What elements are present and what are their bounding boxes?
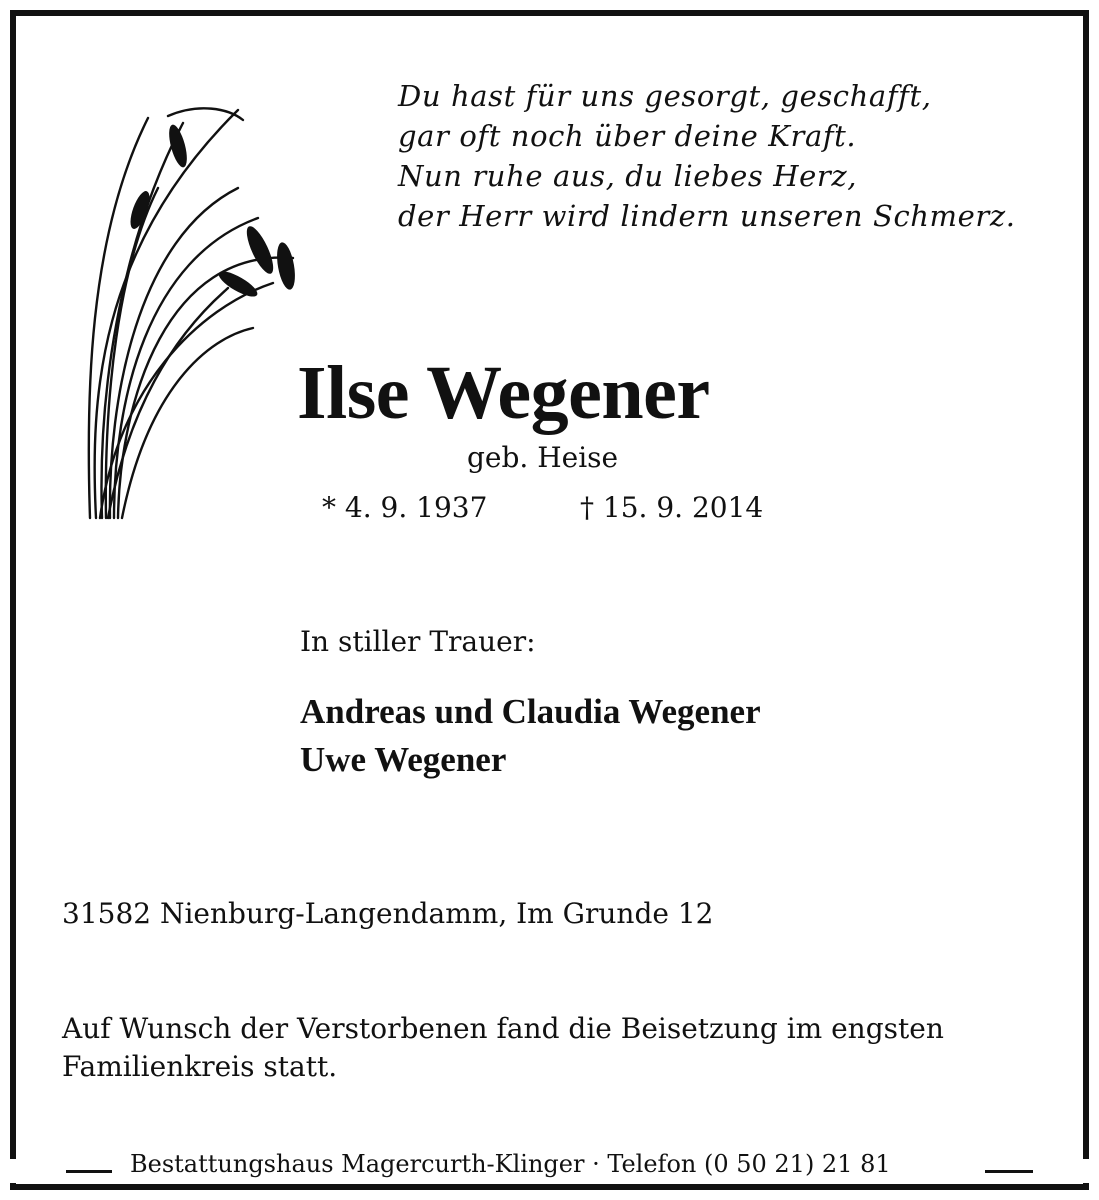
poem-line: der Herr wird lindern unseren Schmerz. [398, 199, 1016, 233]
address: 31582 Nienburg-Langendamm, Im Grunde 12 [62, 897, 714, 930]
mourner-list [300, 688, 761, 784]
mourning-intro: In stiller Trauer: [300, 625, 536, 658]
mourner-name: Uwe Wegener [300, 740, 507, 779]
funeral-home-footer: Bestattungshaus Magercurth-Klinger · Telefon (0 50 21) 21 81 [130, 1150, 891, 1178]
poem-line: Du hast für uns gesorgt, geschafft, [398, 79, 932, 113]
maiden-name: geb. Heise [467, 441, 619, 474]
deceased-name: Ilse Wegener [297, 351, 710, 435]
poem-line: Nun ruhe aus, du liebes Herz, [398, 159, 858, 193]
footer-rule-right [985, 1170, 1033, 1173]
mourner-name: Andreas und Claudia Wegener [300, 692, 761, 731]
funeral-notice: Auf Wunsch der Verstorbenen fand die Beisetzung im engsten Familienkreis statt. [62, 1012, 944, 1083]
wheat-icon [78, 98, 318, 523]
death-date: † 15. 9. 2014 [580, 491, 764, 524]
poem [398, 76, 1016, 236]
footer-rule-left [66, 1170, 112, 1173]
poem-line: gar oft noch über deine Kraft. [398, 119, 857, 153]
birth-date: * 4. 9. 1937 [322, 491, 488, 524]
